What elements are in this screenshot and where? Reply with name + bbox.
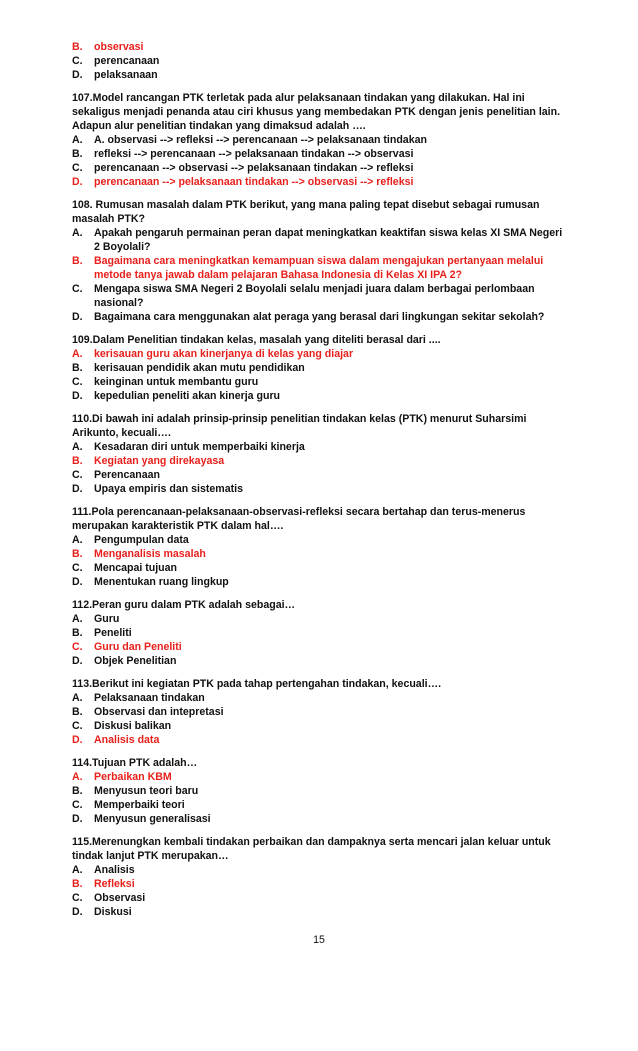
answer-option bbox=[72, 705, 568, 719]
question-block bbox=[72, 677, 568, 747]
question-stem: 113.Berikut ini kegiatan PTK pada tahap pertengahan tindakan, kecuali…. bbox=[72, 678, 442, 690]
answer-option bbox=[72, 389, 568, 403]
option-letter: B. bbox=[72, 41, 83, 53]
answer-option-correct bbox=[72, 347, 568, 361]
answer-option bbox=[72, 282, 568, 310]
option-letter: B. bbox=[72, 878, 83, 890]
question-stem: 112.Peran guru dalam PTK adalah sebagai… bbox=[72, 599, 296, 611]
lead-options bbox=[72, 40, 568, 82]
option-letter: B. bbox=[72, 706, 83, 718]
question-stem: 107.Model rancangan PTK terletak pada alur pelaksanaan tindakan yang dilakukan. Hal ini sekaligus menjadi penanda atau ciri khusus yang membedakan PTK dengan jenis penelitian lain. Adapun alur penelitian tindakan yang dimaksud adalah …. bbox=[72, 92, 561, 132]
option-letter: A. bbox=[72, 134, 83, 146]
option-text: Analisis bbox=[94, 864, 135, 876]
answer-option bbox=[72, 561, 568, 575]
option-text: Analisis data bbox=[94, 734, 160, 746]
option-text: A. observasi --> refleksi --> perencanaan --> pelaksanaan tindakan bbox=[94, 134, 427, 146]
answer-option bbox=[72, 784, 568, 798]
answer-option-correct bbox=[72, 877, 568, 891]
answer-option bbox=[72, 863, 568, 877]
option-letter: C. bbox=[72, 641, 83, 653]
option-text: Apakah pengaruh permainan peran dapat meningkatkan keaktifan siswa kelas XI SMA Negeri 2 Boyolali? bbox=[94, 227, 563, 253]
answer-option-correct bbox=[72, 733, 568, 747]
option-letter: D. bbox=[72, 69, 83, 81]
answer-option bbox=[72, 691, 568, 705]
question-block bbox=[72, 412, 568, 496]
option-text: Pengumpulan data bbox=[94, 534, 189, 546]
option-letter: D. bbox=[72, 655, 83, 667]
answer-option bbox=[72, 812, 568, 826]
answer-option-correct bbox=[72, 770, 568, 784]
option-text: Kegiatan yang direkayasa bbox=[94, 455, 225, 467]
answer-option bbox=[72, 612, 568, 626]
answer-option bbox=[72, 533, 568, 547]
option-text: kerisauan pendidik akan mutu pendidikan bbox=[94, 362, 305, 374]
question-stem: 108. Rumusan masalah dalam PTK berikut, yang mana paling tepat disebut sebagai rumusan masalah PTK? bbox=[72, 199, 540, 225]
option-text: observasi bbox=[94, 41, 144, 53]
option-text: Bagaimana cara meningkatkan kemampuan siswa dalam mengajukan pertanyaan melalui metode tanya jawab dalam pelajaran Bahasa Indonesia di Kelas XI IPA 2? bbox=[94, 255, 544, 281]
option-letter: D. bbox=[72, 390, 83, 402]
option-text: Menyusun generalisasi bbox=[94, 813, 211, 825]
option-letter: B. bbox=[72, 455, 83, 467]
option-text: Kesadaran diri untuk memperbaiki kinerja bbox=[94, 441, 305, 453]
page-number: 15 bbox=[313, 934, 325, 946]
option-text: Objek Penelitian bbox=[94, 655, 177, 667]
answer-option-correct bbox=[72, 40, 568, 54]
option-letter: C. bbox=[72, 720, 83, 732]
answer-option bbox=[72, 310, 568, 324]
option-letter: D. bbox=[72, 176, 83, 188]
question-block bbox=[72, 333, 568, 403]
option-text: Mencapai tujuan bbox=[94, 562, 177, 574]
option-text: Menyusun teori baru bbox=[94, 785, 199, 797]
option-text: refleksi --> perencanaan --> pelaksanaan tindakan --> observasi bbox=[94, 148, 414, 160]
option-text: Mengapa siswa SMA Negeri 2 Boyolali selalu menjadi juara dalam berbagai perlombaan nasional? bbox=[94, 283, 535, 309]
answer-option bbox=[72, 54, 568, 68]
option-text: kepedulian peneliti akan kinerja guru bbox=[94, 390, 281, 402]
option-text: Pelaksanaan tindakan bbox=[94, 692, 205, 704]
option-text: kerisauan guru akan kinerjanya di kelas yang diajar bbox=[94, 348, 354, 360]
answer-option bbox=[72, 468, 568, 482]
option-letter: D. bbox=[72, 906, 83, 918]
option-letter: C. bbox=[72, 892, 83, 904]
question-block bbox=[72, 505, 568, 589]
question-list bbox=[72, 91, 568, 919]
answer-option bbox=[72, 905, 568, 919]
option-text: Diskusi bbox=[94, 906, 132, 918]
option-letter: C. bbox=[72, 469, 83, 481]
option-text: Upaya empiris dan sistematis bbox=[94, 483, 243, 495]
option-letter: A. bbox=[72, 534, 83, 546]
answer-option bbox=[72, 891, 568, 905]
option-letter: C. bbox=[72, 283, 83, 295]
option-text: Memperbaiki teori bbox=[94, 799, 185, 811]
answer-option bbox=[72, 626, 568, 640]
question-stem: 111.Pola perencanaan-pelaksanaan-observasi-refleksi secara bertahap dan terus-menerus merupakan karakteristik PTK dalam hal…. bbox=[72, 506, 526, 532]
option-letter: B. bbox=[72, 548, 83, 560]
option-letter: D. bbox=[72, 734, 83, 746]
option-letter: A. bbox=[72, 864, 83, 876]
answer-option bbox=[72, 133, 568, 147]
question-block bbox=[72, 756, 568, 826]
option-letter: A. bbox=[72, 227, 83, 239]
question-block bbox=[72, 598, 568, 668]
answer-option bbox=[72, 226, 568, 254]
option-text: Refleksi bbox=[94, 878, 135, 890]
option-letter: A. bbox=[72, 441, 83, 453]
answer-option bbox=[72, 147, 568, 161]
question-stem: 110.Di bawah ini adalah prinsip-prinsip penelitian tindakan kelas (PTK) menurut Suharsimi Arikunto, kecuali…. bbox=[72, 413, 527, 439]
option-letter: B. bbox=[72, 255, 83, 267]
option-letter: D. bbox=[72, 311, 83, 323]
answer-option bbox=[72, 482, 568, 496]
option-letter: C. bbox=[72, 799, 83, 811]
option-text: Observasi bbox=[94, 892, 146, 904]
answer-option bbox=[72, 440, 568, 454]
option-letter: D. bbox=[72, 813, 83, 825]
option-text: Bagaimana cara menggunakan alat peraga yang berasal dari lingkungan sekitar sekolah? bbox=[94, 311, 545, 323]
option-letter: C. bbox=[72, 562, 83, 574]
answer-option-correct bbox=[72, 254, 568, 282]
option-text: Peneliti bbox=[94, 627, 132, 639]
option-letter: C. bbox=[72, 376, 83, 388]
answer-option bbox=[72, 654, 568, 668]
question-stem: 109.Dalam Penelitian tindakan kelas, masalah yang diteliti berasal dari .... bbox=[72, 334, 441, 346]
option-letter: A. bbox=[72, 613, 83, 625]
question-stem: 114.Tujuan PTK adalah… bbox=[72, 757, 198, 769]
answer-option bbox=[72, 719, 568, 733]
option-letter: A. bbox=[72, 348, 83, 360]
option-letter: D. bbox=[72, 483, 83, 495]
answer-option bbox=[72, 575, 568, 589]
question-block bbox=[72, 198, 568, 324]
option-text: Menentukan ruang lingkup bbox=[94, 576, 229, 588]
option-letter: A. bbox=[72, 692, 83, 704]
option-text: Diskusi balikan bbox=[94, 720, 172, 732]
question-block bbox=[72, 91, 568, 189]
option-text: Guru bbox=[94, 613, 120, 625]
option-text: Guru dan Peneliti bbox=[94, 641, 182, 653]
option-letter: A. bbox=[72, 771, 83, 783]
answer-option bbox=[72, 798, 568, 812]
answer-option bbox=[72, 375, 568, 389]
option-text: Menganalisis masalah bbox=[94, 548, 206, 560]
option-text: perencanaan bbox=[94, 55, 160, 67]
answer-option bbox=[72, 361, 568, 375]
option-text: perencanaan --> observasi --> pelaksanaan tindakan --> refleksi bbox=[94, 162, 414, 174]
document-page bbox=[72, 40, 568, 928]
option-letter: D. bbox=[72, 576, 83, 588]
answer-option-correct bbox=[72, 547, 568, 561]
answer-option-correct bbox=[72, 640, 568, 654]
option-text: Perencanaan bbox=[94, 469, 160, 481]
question-block bbox=[72, 835, 568, 919]
option-letter: B. bbox=[72, 148, 83, 160]
question-stem: 115.Merenungkan kembali tindakan perbaikan dan dampaknya serta mencari jalan keluar untuk tindak lanjut PTK merupakan… bbox=[72, 836, 551, 862]
option-letter: B. bbox=[72, 785, 83, 797]
answer-option-correct bbox=[72, 454, 568, 468]
option-text: Perbaikan KBM bbox=[94, 771, 172, 783]
answer-option bbox=[72, 161, 568, 175]
option-text: perencanaan --> pelaksanaan tindakan --> observasi --> refleksi bbox=[94, 176, 414, 188]
option-text: pelaksanaan bbox=[94, 69, 158, 81]
answer-option-correct bbox=[72, 175, 568, 189]
option-letter: B. bbox=[72, 627, 83, 639]
option-letter: B. bbox=[72, 362, 83, 374]
option-letter: C. bbox=[72, 162, 83, 174]
answer-option bbox=[72, 68, 568, 82]
option-text: Observasi dan intepretasi bbox=[94, 706, 224, 718]
option-letter: C. bbox=[72, 55, 83, 67]
option-text: keinginan untuk membantu guru bbox=[94, 376, 259, 388]
